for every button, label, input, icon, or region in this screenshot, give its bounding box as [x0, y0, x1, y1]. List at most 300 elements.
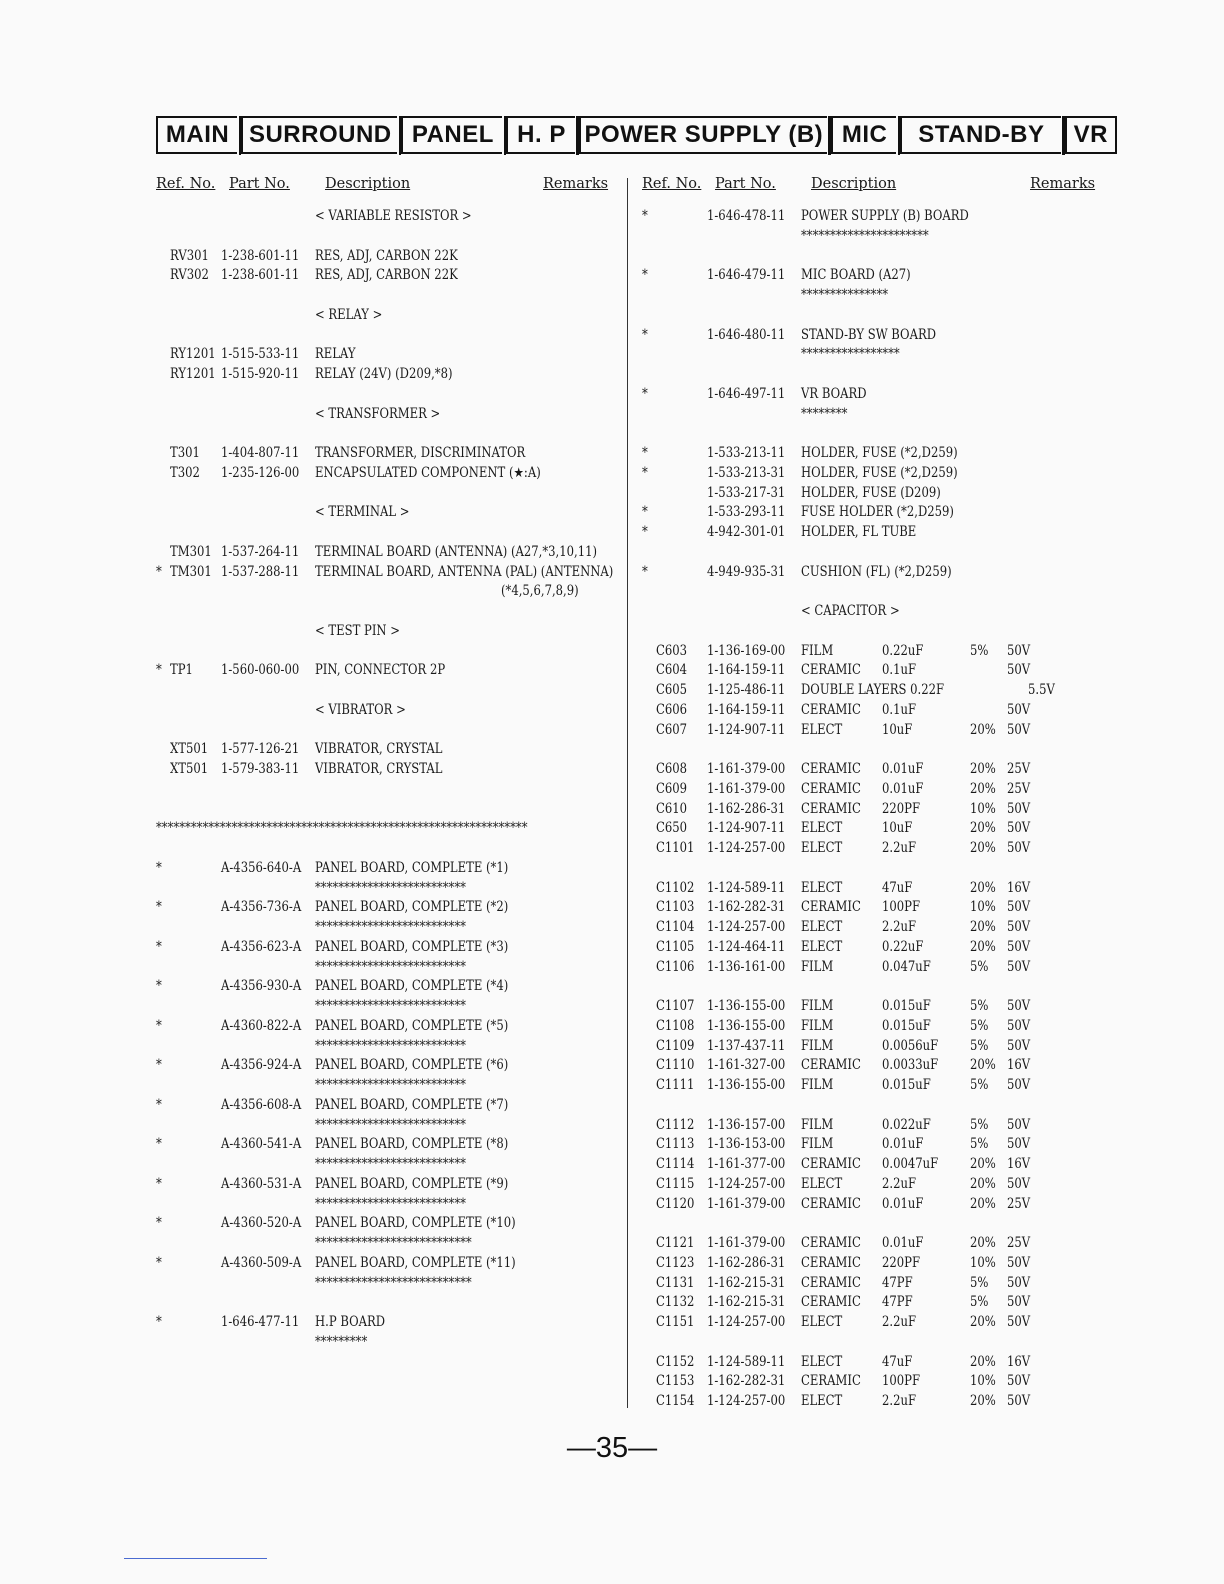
voltage-rating: 50V [1007, 1017, 1031, 1034]
description: ********* [315, 1333, 368, 1350]
capacitance-value: 2.2uF [882, 1393, 916, 1409]
description: ************************** [315, 958, 466, 975]
description: H.P BOARD [315, 1314, 386, 1330]
ref-no: C605 [656, 682, 688, 698]
description: FILM [801, 958, 834, 975]
part-no: A-4356-640-A [221, 859, 302, 876]
capacitance-value: 0.01uF [882, 1195, 924, 1212]
asterisk-mark: * [642, 504, 648, 521]
ref-no: C1107 [656, 998, 695, 1014]
voltage-rating: 50V [1007, 938, 1031, 955]
part-no: 1-515-920-11 [221, 366, 300, 382]
description: RES, ADJ, CARBON 22K [315, 267, 458, 284]
voltage-rating: 50V [1007, 1037, 1031, 1054]
part-no-header: Part No. [715, 176, 776, 192]
part-no: 1-136-157-00 [707, 1116, 786, 1133]
description: ************************** [315, 1195, 466, 1212]
remarks-header: Remarks [543, 176, 609, 192]
part-no: 1-515-533-11 [221, 346, 300, 363]
voltage-rating: 50V [1007, 820, 1031, 837]
tolerance: 20% [970, 820, 996, 837]
part-no: 1-137-437-11 [707, 1037, 786, 1054]
voltage-rating: 50V [1007, 1116, 1031, 1133]
capacitance-value: 2.2uF [882, 1314, 916, 1330]
voltage-rating: 50V [1007, 1274, 1031, 1291]
description: ELECT [801, 721, 843, 738]
description: ELECT [801, 1353, 843, 1370]
voltage-rating: 50V [1007, 1373, 1031, 1390]
description: PANEL BOARD, COMPLETE (*10) [315, 1215, 516, 1232]
ref-no: T301 [170, 445, 200, 461]
board-tabs [156, 116, 1117, 154]
tolerance: 10% [970, 1373, 996, 1390]
tolerance: 20% [970, 840, 996, 856]
part-no: 1-124-589-11 [707, 879, 786, 896]
part-no: 1-161-379-00 [707, 1195, 786, 1212]
voltage-rating: 50V [1007, 662, 1031, 679]
description: VIBRATOR, CRYSTAL [315, 741, 443, 758]
tolerance: 20% [970, 1393, 996, 1409]
description: CERAMIC [801, 1235, 861, 1251]
ref-no: C1110 [656, 1057, 695, 1074]
capacitance-value: 47PF [882, 1274, 913, 1291]
ref-no: XT501 [170, 761, 209, 777]
part-no: A-4356-608-A [221, 1096, 302, 1113]
tolerance: 20% [970, 1156, 996, 1172]
capacitance-value: 0.01uF [882, 761, 924, 777]
capacitance-value: 100PF [882, 899, 921, 916]
description: PIN, CONNECTOR 2P [315, 662, 446, 679]
ref-no: C1101 [656, 840, 695, 856]
description: FILM [801, 1116, 834, 1133]
voltage-rating: 50V [1007, 899, 1031, 916]
capacitance-value: 0.22uF [882, 642, 924, 659]
tolerance: 20% [970, 1195, 996, 1212]
part-no: 1-560-060-00 [221, 662, 300, 679]
ref-no: C607 [656, 721, 688, 738]
asterisk-mark: * [642, 524, 648, 540]
description: VIBRATOR, CRYSTAL [315, 761, 443, 777]
capacitance-value: 0.0056uF [882, 1037, 939, 1054]
part-no: 1-162-282-31 [707, 899, 786, 916]
tolerance: 5% [970, 642, 989, 659]
tolerance: 5% [970, 1077, 989, 1093]
ref-no: C1113 [656, 1136, 695, 1153]
description: CUSHION (FL) (*2,D259) [801, 563, 952, 580]
capacitance-value: 0.015uF [882, 1017, 931, 1034]
tolerance: 20% [970, 879, 996, 896]
part-no: 1-404-807-11 [221, 445, 300, 461]
asterisk-mark: * [156, 978, 162, 995]
description: TRANSFORMER, DISCRIMINATOR [315, 445, 526, 461]
part-no: 1-162-215-31 [707, 1274, 786, 1291]
ref-no: C1111 [656, 1077, 695, 1093]
tab-stand-by[interactable]: STAND-BY [900, 116, 1060, 154]
part-no: 1-238-601-11 [221, 247, 300, 264]
description: HOLDER, FUSE (*2,D259) [801, 464, 958, 481]
part-no: 1-124-907-11 [707, 820, 786, 837]
ref-no: C609 [656, 780, 688, 797]
asterisk-mark: * [156, 1017, 162, 1034]
ref-no: C1104 [656, 919, 695, 935]
description: CERAMIC [801, 1156, 861, 1172]
ref-no: C1120 [656, 1195, 695, 1212]
tolerance: 20% [970, 1057, 996, 1074]
tab-mic[interactable]: MIC [831, 116, 896, 154]
tolerance: 20% [970, 1235, 996, 1251]
part-no: 1-646-497-11 [707, 385, 786, 402]
part-no: 1-136-153-00 [707, 1136, 786, 1153]
part-no: 1-124-589-11 [707, 1353, 786, 1370]
description: (*4,5,6,7,8,9) [501, 583, 579, 600]
description: CERAMIC [801, 761, 861, 777]
part-no: 1-162-282-31 [707, 1373, 786, 1390]
voltage-rating: 50V [1007, 1254, 1031, 1271]
description: RES, ADJ, CARBON 22K [315, 247, 458, 264]
ref-no: C610 [656, 800, 688, 817]
voltage-rating: 50V [1007, 701, 1031, 718]
capacitance-value: 2.2uF [882, 919, 916, 935]
asterisk-mark: * [642, 464, 648, 481]
tolerance: 5% [970, 1017, 989, 1034]
asterisk-mark: * [642, 563, 648, 580]
part-no: 1-136-161-00 [707, 958, 786, 975]
ref-no: C1123 [656, 1254, 695, 1271]
voltage-rating: 50V [1007, 1294, 1031, 1311]
description: POWER SUPPLY (B) BOARD [801, 208, 969, 224]
description: DOUBLE LAYERS 0.22F [801, 682, 945, 698]
asterisk-mark: * [156, 1254, 162, 1271]
description: *************** [801, 287, 889, 303]
description: HOLDER, FUSE (D209) [801, 484, 941, 501]
voltage-rating: 5.5V [1028, 682, 1055, 698]
asterisk-mark: * [156, 662, 162, 679]
ref-no: C1153 [656, 1373, 695, 1390]
ref-no: C1103 [656, 899, 695, 916]
tab-power-supply-b[interactable]: POWER SUPPLY (B) [579, 116, 827, 154]
capacitance-value: 0.01uF [882, 1235, 924, 1251]
description: CERAMIC [801, 1274, 861, 1291]
capacitance-value: 0.0033uF [882, 1057, 939, 1074]
voltage-rating: 50V [1007, 1136, 1031, 1153]
tolerance: 20% [970, 780, 996, 797]
description: RELAY [315, 346, 356, 363]
description: ******** [801, 405, 848, 422]
asterisk-mark: * [156, 1314, 162, 1330]
capacitance-value: 0.1uF [882, 662, 916, 679]
right-header [642, 176, 1102, 198]
capacitance-value: 0.01uF [882, 1136, 924, 1153]
remarks-header: Remarks [1030, 176, 1096, 192]
tolerance: 5% [970, 998, 989, 1014]
part-no: 1-162-286-31 [707, 800, 786, 817]
description: ************************** [315, 998, 466, 1014]
asterisk-mark: * [156, 1096, 162, 1113]
ref-no: C1106 [656, 958, 695, 975]
description: CERAMIC [801, 899, 861, 916]
description: PANEL BOARD, COMPLETE (*7) [315, 1096, 509, 1113]
capacitance-value: 10uF [882, 820, 913, 837]
tolerance: 10% [970, 1254, 996, 1271]
capacitance-value: 0.1uF [882, 701, 916, 718]
capacitance-value: 0.01uF [882, 780, 924, 797]
description: ********************** [801, 227, 929, 244]
description: FUSE HOLDER (*2,D259) [801, 504, 954, 521]
tolerance: 5% [970, 958, 989, 975]
ref-no: C1121 [656, 1235, 695, 1251]
ref-no: TM301 [170, 543, 212, 560]
tolerance: 20% [970, 1175, 996, 1192]
voltage-rating: 50V [1007, 840, 1031, 856]
part-no: A-4356-930-A [221, 978, 302, 995]
ref-no: C1114 [656, 1156, 695, 1172]
asterisk-mark: * [642, 267, 648, 284]
description: PANEL BOARD, COMPLETE (*5) [315, 1017, 509, 1034]
description: ELECT [801, 1393, 843, 1409]
asterisk-mark: * [156, 1175, 162, 1192]
description: ************************** [315, 919, 466, 935]
ref-no: C1102 [656, 879, 695, 896]
part-no: 1-235-126-00 [221, 464, 300, 481]
voltage-rating: 25V [1007, 1195, 1031, 1212]
capacitance-value: 220PF [882, 1254, 921, 1271]
ref-no: C1115 [656, 1175, 695, 1192]
part-no: 1-136-155-00 [707, 1077, 786, 1093]
voltage-rating: 50V [1007, 998, 1031, 1014]
description: FILM [801, 1136, 834, 1153]
asterisk-mark: * [642, 385, 648, 402]
part-no: 1-162-286-31 [707, 1254, 786, 1271]
tab-vr[interactable]: VR [1065, 116, 1117, 154]
description: ENCAPSULATED COMPONENT (★:A) [315, 464, 541, 481]
description: CERAMIC [801, 1294, 861, 1311]
description: PANEL BOARD, COMPLETE (*11) [315, 1254, 516, 1271]
ref-no: RY1201 [170, 346, 216, 363]
page-number: —35— [566, 1432, 658, 1464]
section-title: < TEST PIN > [315, 622, 401, 639]
ref-no: RY1201 [170, 366, 216, 382]
part-no: A-4360-520-A [221, 1215, 302, 1232]
part-no: 1-162-215-31 [707, 1294, 786, 1311]
section-title: < VARIABLE RESISTOR > [315, 208, 472, 224]
tolerance: 20% [970, 1314, 996, 1330]
ref-no: TM301 [170, 563, 212, 580]
description: MIC BOARD (A27) [801, 267, 911, 284]
part-no: 1-646-477-11 [221, 1314, 300, 1330]
ref-no-header: Ref. No. [642, 176, 702, 192]
ref-no: RV302 [170, 267, 209, 284]
voltage-rating: 50V [1007, 721, 1031, 738]
voltage-rating: 50V [1007, 1077, 1031, 1093]
part-no: 1-238-601-11 [221, 267, 300, 284]
part-no: 1-646-479-11 [707, 267, 786, 284]
description: PANEL BOARD, COMPLETE (*2) [315, 899, 509, 916]
description: FILM [801, 1037, 834, 1054]
asterisk-mark: * [156, 899, 162, 916]
description: CERAMIC [801, 780, 861, 797]
part-no: 1-646-480-11 [707, 326, 786, 343]
part-no: 1-537-264-11 [221, 543, 300, 560]
part-no: 1-533-217-31 [707, 484, 786, 501]
asterisk-mark: * [642, 326, 648, 343]
description-header: Description [811, 176, 897, 192]
part-no: A-4356-736-A [221, 899, 302, 916]
description: ************************** [315, 1077, 466, 1093]
part-no: 1-124-257-00 [707, 1393, 786, 1409]
part-no: A-4360-531-A [221, 1175, 302, 1192]
description: ************************** [315, 1156, 466, 1172]
description: FILM [801, 642, 834, 659]
section-title: < CAPACITOR > [801, 603, 900, 619]
tolerance: 20% [970, 761, 996, 777]
description: PANEL BOARD, COMPLETE (*9) [315, 1175, 509, 1192]
ref-no: C1151 [656, 1314, 695, 1330]
capacitance-value: 2.2uF [882, 1175, 916, 1192]
ref-no: C604 [656, 662, 688, 679]
tolerance: 10% [970, 800, 996, 817]
tab-main[interactable]: MAIN [156, 116, 237, 154]
description: CERAMIC [801, 1373, 861, 1390]
ref-no: T302 [170, 464, 200, 481]
tolerance: 5% [970, 1294, 989, 1311]
description: FILM [801, 1017, 834, 1034]
voltage-rating: 16V [1007, 1057, 1031, 1074]
description: ELECT [801, 1175, 843, 1192]
tolerance: 5% [970, 1136, 989, 1153]
part-no: A-4356-924-A [221, 1057, 302, 1074]
footer-line [124, 1558, 267, 1559]
part-no: 1-164-159-11 [707, 662, 786, 679]
part-no: 1-161-327-00 [707, 1057, 786, 1074]
capacitance-value: 47uF [882, 879, 913, 896]
capacitance-value: 0.015uF [882, 998, 931, 1014]
tolerance: 5% [970, 1037, 989, 1054]
section-title: < VIBRATOR > [315, 701, 406, 718]
description: STAND-BY SW BOARD [801, 326, 937, 343]
part-no: 1-124-257-00 [707, 1314, 786, 1330]
description: CERAMIC [801, 701, 861, 718]
capacitance-value: 0.047uF [882, 958, 931, 975]
voltage-rating: 50V [1007, 958, 1031, 975]
capacitance-value: 100PF [882, 1373, 921, 1390]
part-no: 1-533-293-11 [707, 504, 786, 521]
description: RELAY (24V) (D209,*8) [315, 366, 453, 382]
tolerance: 20% [970, 919, 996, 935]
description: *************************** [315, 1274, 472, 1291]
part-no: 1-124-907-11 [707, 721, 786, 738]
tab-h-p[interactable]: H. P [506, 116, 574, 154]
description: ELECT [801, 840, 843, 856]
description: VR BOARD [801, 385, 867, 402]
section-title: < RELAY > [315, 306, 383, 323]
voltage-rating: 50V [1007, 1175, 1031, 1192]
part-no: 1-136-155-00 [707, 1017, 786, 1034]
ref-no: C603 [656, 642, 688, 659]
part-no: 1-533-213-31 [707, 464, 786, 481]
ref-no: C1152 [656, 1353, 695, 1370]
tolerance: 10% [970, 899, 996, 916]
voltage-rating: 25V [1007, 1235, 1031, 1251]
description: ************************** [315, 1037, 466, 1054]
voltage-rating: 16V [1007, 1353, 1031, 1370]
ref-no-header: Ref. No. [156, 176, 216, 192]
asterisk-mark: * [642, 445, 648, 461]
description: PANEL BOARD, COMPLETE (*1) [315, 859, 509, 876]
left-column [156, 176, 616, 1350]
description: PANEL BOARD, COMPLETE (*3) [315, 938, 509, 955]
voltage-rating: 50V [1007, 1393, 1031, 1409]
ref-no: C1108 [656, 1017, 695, 1034]
description: TERMINAL BOARD (ANTENNA) (A27,*3,10,11) [315, 543, 598, 560]
description: CERAMIC [801, 1057, 861, 1074]
ref-no: C650 [656, 820, 688, 837]
description: ***************** [801, 346, 900, 363]
left-header [156, 176, 616, 198]
description: FILM [801, 998, 834, 1014]
capacitance-value: 0.22uF [882, 938, 924, 955]
tolerance: 20% [970, 938, 996, 955]
tab-panel[interactable]: PANEL [401, 116, 502, 154]
part-no: 1-646-478-11 [707, 208, 786, 224]
section-title: < TERMINAL > [315, 504, 410, 521]
asterisk-mark: * [156, 859, 162, 876]
part-no: 1-161-379-00 [707, 1235, 786, 1251]
ref-no: C1132 [656, 1294, 695, 1311]
description: ************************** [315, 1116, 466, 1133]
description: ELECT [801, 879, 843, 896]
part-no: 1-577-126-21 [221, 741, 300, 758]
part-no: 1-124-464-11 [707, 938, 786, 955]
asterisk-mark: * [156, 1136, 162, 1153]
voltage-rating: 25V [1007, 780, 1031, 797]
description: CERAMIC [801, 1254, 861, 1271]
voltage-rating: 50V [1007, 919, 1031, 935]
ref-no: C608 [656, 761, 688, 777]
capacitance-value: 0.0047uF [882, 1156, 939, 1172]
tolerance: 5% [970, 1274, 989, 1291]
description: PANEL BOARD, COMPLETE (*8) [315, 1136, 509, 1153]
capacitance-value: 2.2uF [882, 840, 916, 856]
description: ************************** [315, 879, 466, 896]
capacitance-value: 47PF [882, 1294, 913, 1311]
tolerance: 20% [970, 1353, 996, 1370]
part-no: 1-164-159-11 [707, 701, 786, 718]
description: ELECT [801, 938, 843, 955]
part-no-header: Part No. [229, 176, 290, 192]
ref-no: C1109 [656, 1037, 695, 1054]
capacitance-value: 0.022uF [882, 1116, 931, 1133]
ref-no: C1131 [656, 1274, 695, 1291]
part-no: 1-136-155-00 [707, 998, 786, 1014]
description-header: Description [325, 176, 411, 192]
description: HOLDER, FL TUBE [801, 524, 917, 540]
capacitance-value: 0.015uF [882, 1077, 931, 1093]
voltage-rating: 50V [1007, 800, 1031, 817]
description: HOLDER, FUSE (*2,D259) [801, 445, 958, 461]
description: FILM [801, 1077, 834, 1093]
description: CERAMIC [801, 800, 861, 817]
part-no: A-4360-509-A [221, 1254, 302, 1271]
part-no: A-4360-822-A [221, 1017, 302, 1034]
description: CERAMIC [801, 662, 861, 679]
asterisk-mark: * [156, 1215, 162, 1232]
description: *************************** [315, 1235, 472, 1251]
tab-surround[interactable]: SURROUND [241, 116, 397, 154]
part-no: 1-124-257-00 [707, 919, 786, 935]
voltage-rating: 25V [1007, 761, 1031, 777]
description: CERAMIC [801, 1195, 861, 1212]
asterisk-mark: * [156, 563, 162, 580]
